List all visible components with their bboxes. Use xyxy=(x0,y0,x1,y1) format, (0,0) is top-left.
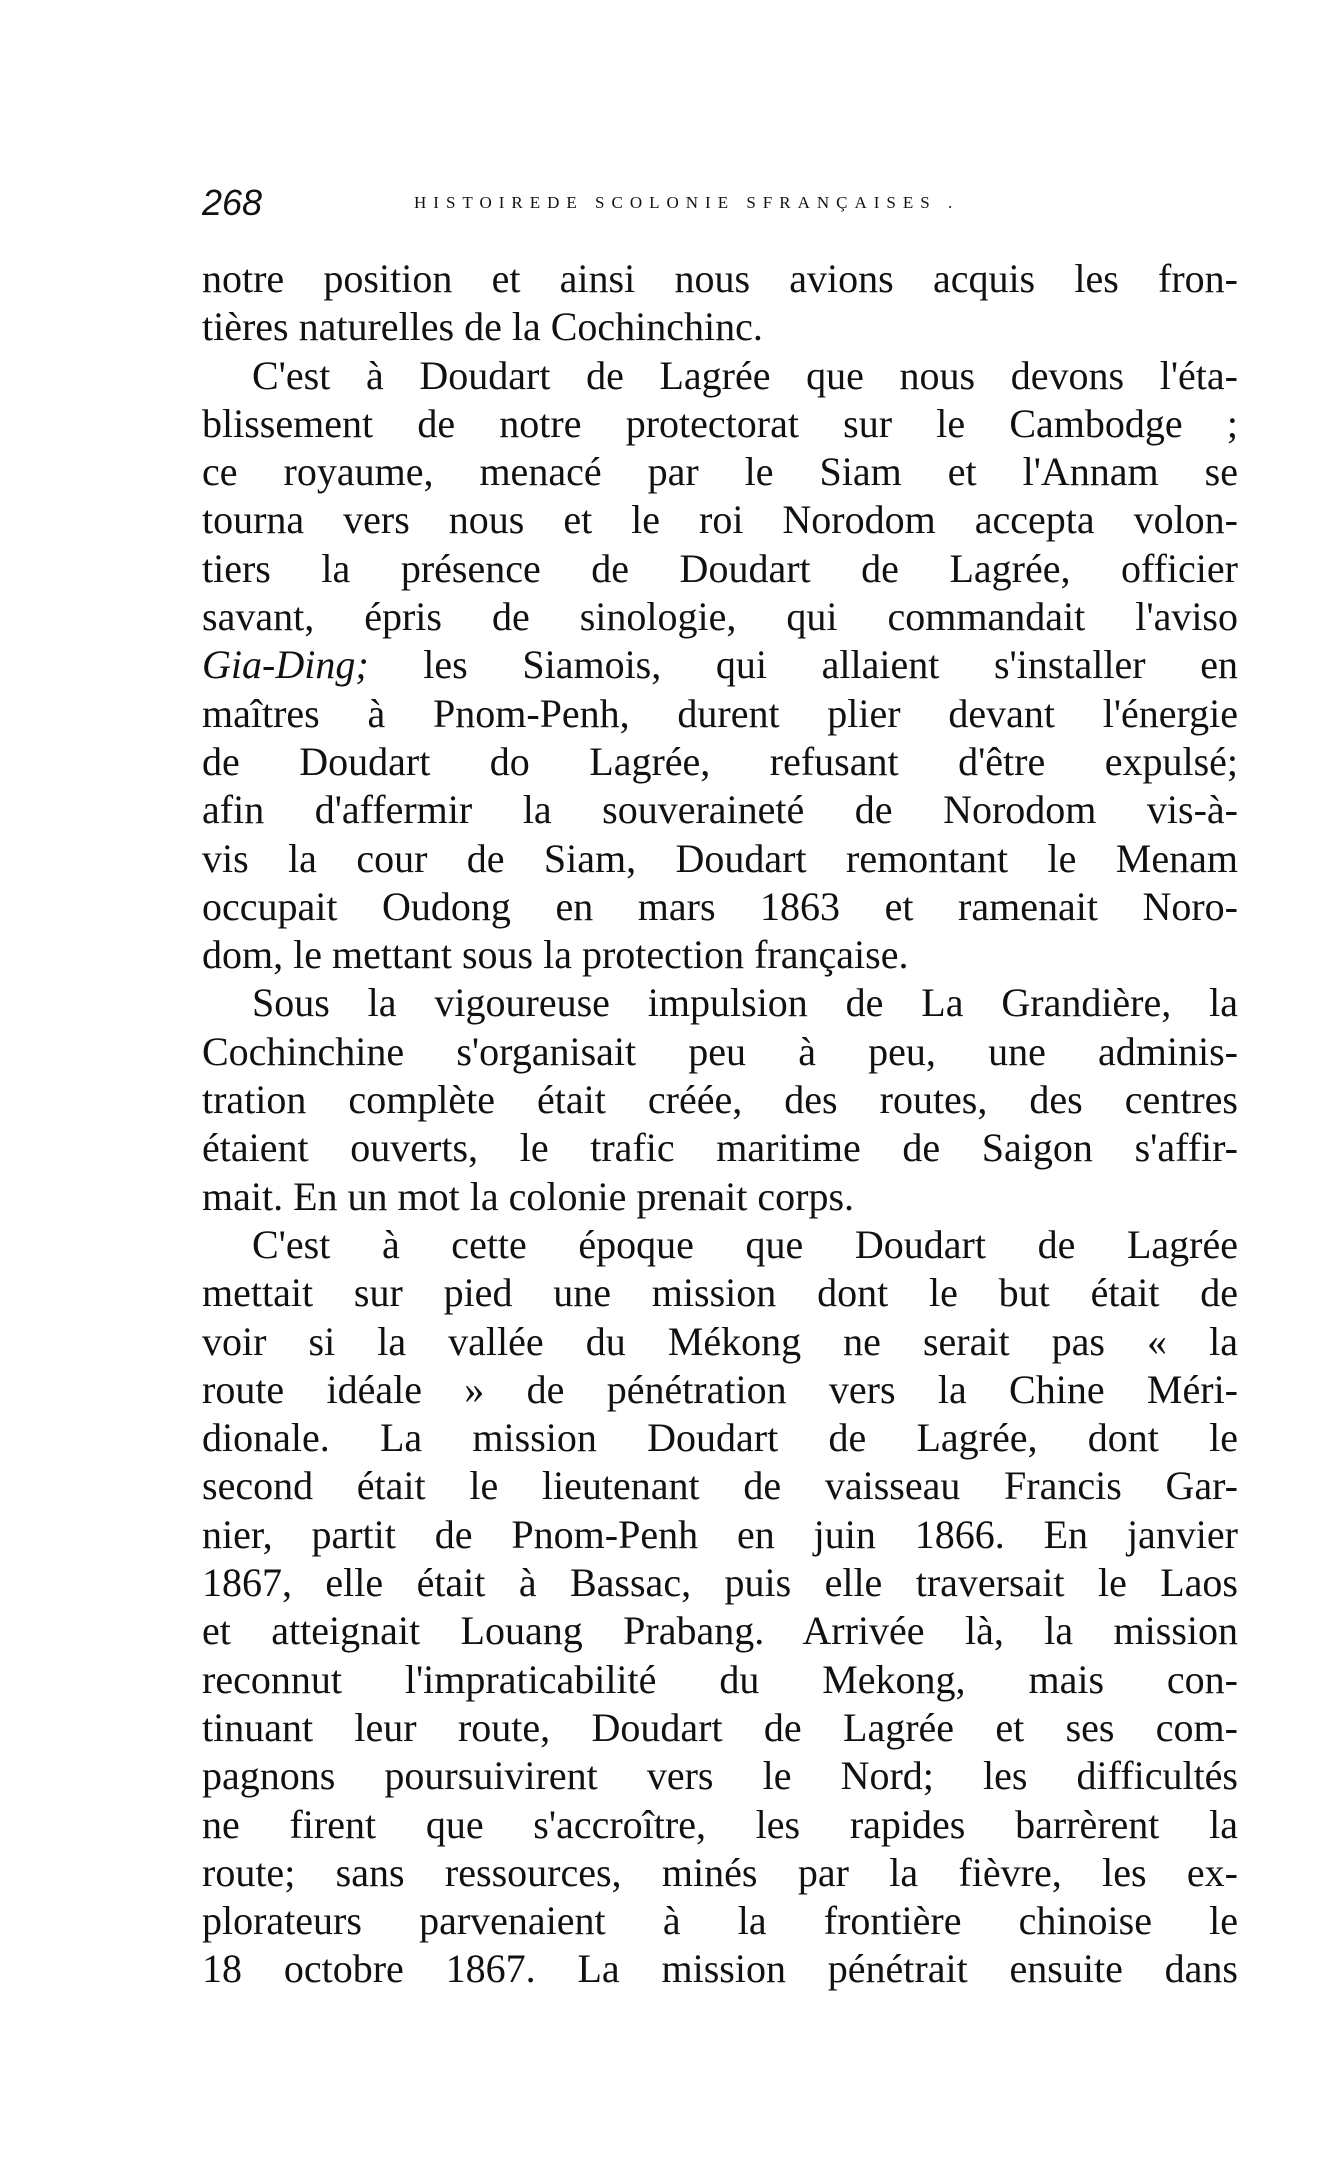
ship-name: Gia-Ding; xyxy=(202,642,369,688)
text-line: étaient ouverts, le trafic maritime de Saigon s'affir- xyxy=(202,1125,1238,1171)
text-line: Sous la vigoureuse impulsion de La Grandière, la xyxy=(252,980,1238,1026)
text-line: dionale. La mission Doudart de Lagrée, dont le xyxy=(202,1415,1238,1461)
text-line: second était le lieutenant de vaisseau Francis Gar- xyxy=(202,1463,1238,1509)
text-line: tiers la présence de Doudart de Lagrée, officier xyxy=(202,545,1238,591)
paragraph-4 xyxy=(202,1221,1238,1994)
text-line: afin d'affermir la souveraineté de Norodom vis-à- xyxy=(202,787,1238,833)
page-number: 268 xyxy=(202,182,263,223)
text-line: tinuant leur route, Doudart de Lagrée et ses com- xyxy=(202,1704,1238,1750)
text-line: C'est à Doudart de Lagrée que nous devons l'éta- xyxy=(252,352,1238,398)
text-line-with-italic xyxy=(202,641,1238,689)
running-title: HISTOIREDE SCOLONIE SFRANÇAISES . xyxy=(414,193,960,212)
text-line: reconnut l'impraticabilité du Mekong, mais con- xyxy=(202,1656,1238,1702)
text-line: occupait Oudong en mars 1863 et ramenait Noro- xyxy=(202,883,1238,929)
text-line: C'est à cette époque que Doudart de Lagrée xyxy=(252,1221,1238,1267)
text-line: route idéale » de pénétration vers la Chine Méri- xyxy=(202,1366,1238,1412)
text-line: tourna vers nous et le roi Norodom accepta volon- xyxy=(202,497,1238,543)
text-line: voir si la vallée du Mékong ne serait pas « la xyxy=(202,1318,1238,1364)
text-line: 1867, elle était à Bassac, puis elle traversait le Laos xyxy=(202,1560,1238,1606)
text-line: tières naturelles de la Cochinchinc. xyxy=(202,304,763,350)
text-line-rest: les Siamois, qui allaient s'installer en xyxy=(368,642,1238,688)
text-line: route; sans ressources, minés par la fièvre, les ex- xyxy=(202,1849,1238,1895)
paragraph-2 xyxy=(202,352,1238,980)
text-line: vis la cour de Siam, Doudart remontant le Menam xyxy=(202,835,1238,881)
page-header xyxy=(202,178,1242,228)
text-line: mait. En un mot la colonie prenait corps. xyxy=(202,1173,855,1219)
text-line: maîtres à Pnom-Penh, durent plier devant l'énergie xyxy=(202,690,1238,736)
paragraph-3 xyxy=(202,979,1238,1220)
text-line: ne firent que s'accroître, les rapides barrèrent la xyxy=(202,1801,1238,1847)
text-line: mettait sur pied une mission dont le but était de xyxy=(202,1270,1238,1316)
text-line: et atteignait Louang Prabang. Arrivée là, la mission xyxy=(202,1608,1238,1654)
body-text xyxy=(202,255,1238,1994)
text-line: tration complète était créée, des routes, des centres xyxy=(202,1077,1238,1123)
paragraph-1 xyxy=(202,255,1238,352)
text-line: nier, partit de Pnom-Penh en juin 1866. En janvier xyxy=(202,1511,1238,1557)
text-line: 18 octobre 1867. La mission pénétrait ensuite dans xyxy=(202,1946,1238,1992)
text-line: savant, épris de sinologie, qui commandait l'aviso xyxy=(202,594,1238,640)
text-line: pagnons poursuivirent vers le Nord; les difficultés xyxy=(202,1753,1238,1799)
text-line: Cochinchine s'organisait peu à peu, une adminis- xyxy=(202,1028,1238,1074)
text-line: ce royaume, menacé par le Siam et l'Annam se xyxy=(202,449,1238,495)
text-line: notre position et ainsi nous avions acquis les fron- xyxy=(202,256,1238,301)
text-line: blissement de notre protectorat sur le Cambodge ; xyxy=(202,400,1238,446)
text-line: de Doudart do Lagrée, refusant d'être expulsé; xyxy=(202,738,1238,784)
text-line: plorateurs parvenaient à la frontière chinoise le xyxy=(202,1898,1238,1944)
text-line: dom, le mettant sous la protection française. xyxy=(202,932,909,978)
